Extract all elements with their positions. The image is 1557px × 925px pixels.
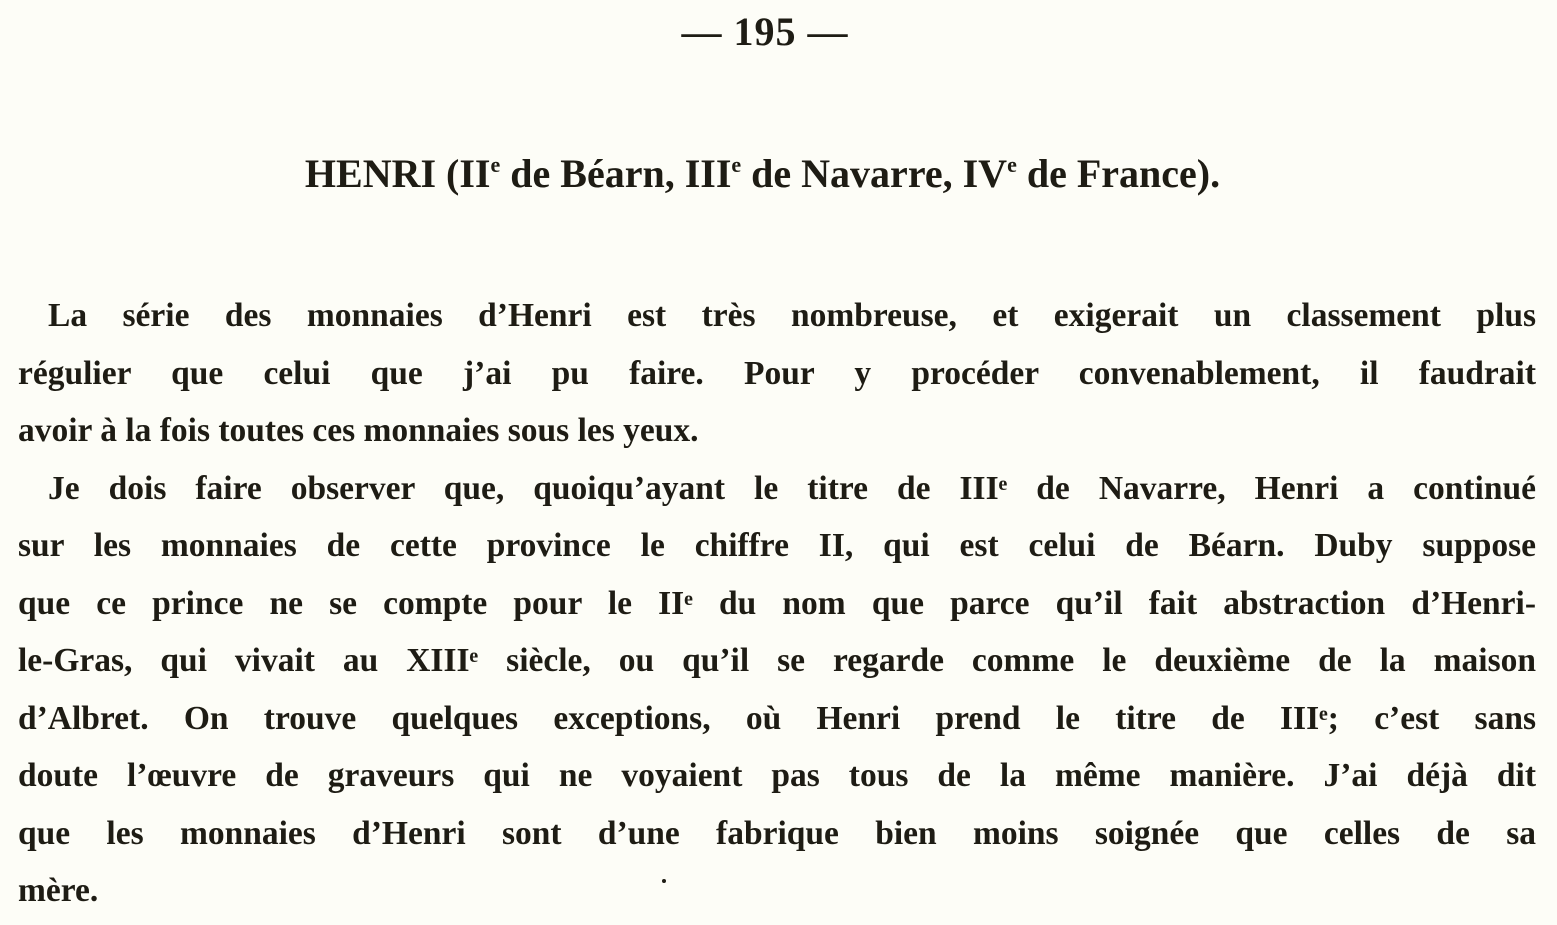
section-heading <box>0 150 1525 197</box>
text-line: doute l’œuvre de graveurs qui ne voyaient pas tous de la même manière. J’ai déjà dit <box>18 757 1536 794</box>
page-number: — 195 — <box>681 9 849 54</box>
ink-speck <box>662 879 666 883</box>
text-line: d’Albret. On trouve quelques exceptions, où Henri prend le titre de IIIᵉ; c’est sans <box>18 699 1536 737</box>
text-line: avoir à la fois toutes ces monnaies sous les yeux. <box>18 412 699 449</box>
text-line: que les monnaies d’Henri sont d’une fabrique bien moins soignée que celles de sa <box>18 814 1536 852</box>
body-text <box>18 287 1536 920</box>
text-line: La série des monnaies d’Henri est très nombreuse, et exigerait un classement plus <box>48 297 1536 334</box>
heading-superscript-2: e <box>731 152 742 177</box>
heading-text-4: de France). <box>1016 151 1221 196</box>
text-line: le-Gras, qui vivait au XIIIᵉ siècle, ou qu’il se regarde comme le deuxième de la maison <box>18 642 1536 679</box>
heading-superscript-1: e <box>490 152 501 177</box>
heading-text-3: de Navarre, IV <box>741 151 1008 196</box>
paragraph-1 <box>18 287 1536 460</box>
heading-text-2: de Béarn, III <box>500 151 732 196</box>
heading-superscript-3: e <box>1007 152 1017 177</box>
text-line: que ce prince ne se compte pour le IIᵉ du nom que parce qu’il fait abstraction d’Henri- <box>18 584 1536 622</box>
text-line: régulier que celui que j’ai pu faire. Pour y procéder convenablement, il faudrait <box>18 354 1536 392</box>
paragraph-2 <box>18 460 1536 920</box>
text-line: Je dois faire observer que, quoiqu’ayant le titre de IIIᵉ de Navarre, Henri a continué <box>48 469 1536 507</box>
text-line: mère. <box>18 872 99 909</box>
text-line: sur les monnaies de cette province le chiffre II, qui est celui de Béarn. Duby suppose <box>18 527 1536 564</box>
heading-text-1: HENRI (II <box>304 151 491 196</box>
